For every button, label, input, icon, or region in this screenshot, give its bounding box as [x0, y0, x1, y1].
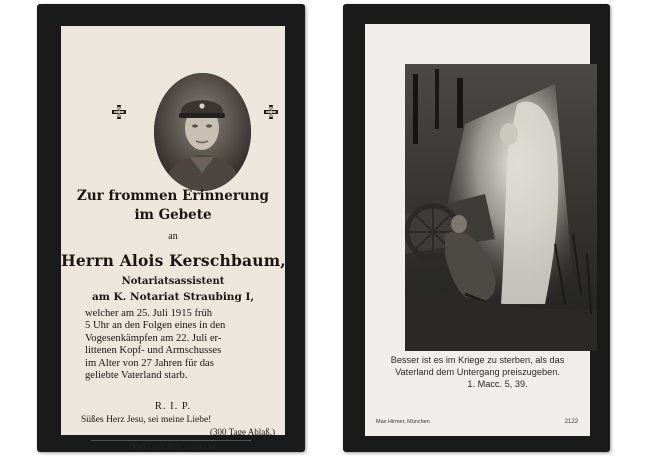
prayer-text: Süßes Herz Jesu, sei meine Liebe! [81, 415, 212, 425]
verse-reference: 1. Macc. 5, 39. [467, 379, 528, 389]
rip-text: R. I. P. [154, 401, 192, 412]
card-front-paper [61, 26, 286, 451]
dedication-word: an [168, 231, 178, 242]
iron-cross-icon [111, 104, 127, 120]
publisher-credit: Max Hirmer, München [376, 419, 430, 425]
soldier-portrait [154, 73, 251, 191]
verse-line-2: Vaterland dem Untergang preiszugeben. [395, 367, 560, 377]
death-notice-text [85, 308, 263, 382]
notice-line: welcher am 25. Juli 1915 früh [85, 308, 213, 319]
notice-line: 5 Uhr an den Folgen eines in den [85, 320, 226, 332]
notice-line: im Alter von 27 Jahren für das [85, 357, 214, 369]
memorial-card-front [37, 4, 305, 452]
card-back-paper [365, 24, 590, 436]
deceased-name: Herrn Alois Kerschbaum, [61, 251, 286, 270]
deceased-workplace: am K. Notariat Straubing I, [91, 291, 255, 303]
memorial-heading: Zur frommen Erinnerung [76, 188, 269, 204]
verse-line-1: Besser ist es im Kriege zu sterben, als das [390, 355, 565, 365]
notice-line: geliebte Vaterland starb. [85, 370, 188, 382]
notice-line: littenen Kopf- und Armschusses [85, 345, 222, 357]
deceased-occupation: Notariatsassistent [121, 276, 225, 287]
notice-line: Vogesenkämpfen am 22. Juli er- [85, 332, 222, 344]
iron-cross-icon [263, 104, 279, 120]
indulgence-text: (300 Tage Ablaß.) [210, 427, 275, 437]
memorial-heading-2: im Gebete [134, 207, 212, 223]
print-number: 2122 [564, 419, 578, 425]
divider [91, 440, 251, 441]
memorial-card-back [343, 4, 610, 452]
printer-credit: Druck von J. Mein, Cham i. W. [129, 443, 217, 451]
madonna-battlefield-illustration [405, 64, 597, 351]
